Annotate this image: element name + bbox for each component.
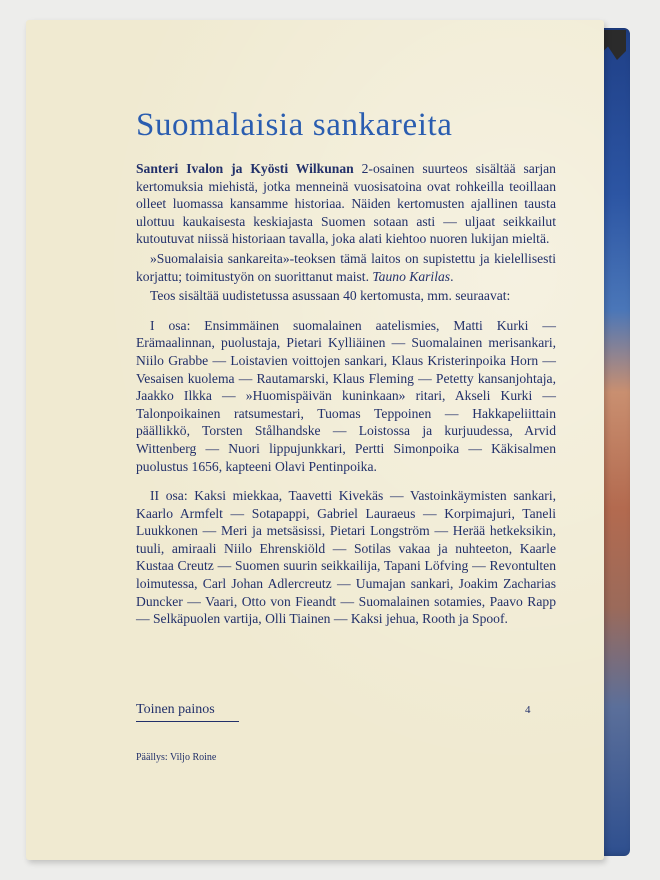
- part-one: [136, 317, 556, 475]
- contents-intro: Teos sisältää uudistetussa asussaan 40 kertomusta, mm. seuraavat:: [150, 288, 511, 304]
- edition-note-text: »Suomalaisia sankareita»-teoksen tämä laitos on supistettu ja kielellisesti korjattu; toimitustyön on suorittanut maist.: [136, 250, 556, 284]
- part-one-text: Ensimmäinen suomalainen aatelismies, Matti Kurki — Erämaalinnan, puolustaja, Pietari Kylliäinen — Suomalainen merisankari, Niilo Grabbe — Loistavien voittojen sankari, Klaus Kristerinpoika Horn — Vesaisen kuolema — Rautamarski, Klaus Fleming — Petetty kansanjohtaja, Jaakko Ilkka — »Huomispäivän kuninkaan» ritari, Akseli Kurki — Talonpoikainen ratsumestari, Tuomas Teppoinen — Hakkapeliittain päällikkö, Torsten Stålhandske — Loistossa ja kurjuudessa, Arvid Wittenberg — Nuori lippujunkkari, Pertti Simonpoika — Käkisalmen puolustus 1656, kapteeni Olavi Pentinpoika.: [136, 317, 556, 474]
- part-two-text: Kaksi miekkaa, Taavetti Kivekäs — Vastoinkäymisten sankari, Kaarlo Armfelt — Sotapappi, Gabriel Lauraeus — Korpimajuri, Taneli Luukkonen — Meri ja metsäsissi, Pietari Longström — Herää hetkeksikin, tuuli, amiraali Niilo Ehrenskiöld — Sotilas vakaa ja nuhteeton, Kaarle Kustaa Creutz — Suomen suurin seikkailija, Tapani Löfving — Revontulten loimutessa, Carl Johan Adlercreutz — Uumajan sankari, Joakim Zacharias Duncker — Vaari, Otto von Fieandt — Suomalainen sotamies, Paavo Rapp — Selkäpuolen vartija, Olli Tiainen — Kaksi jehua, Rooth ja Spoof.: [136, 488, 556, 627]
- part-two: [136, 487, 556, 628]
- blurb-column: [136, 160, 556, 628]
- edition-note: [136, 250, 556, 285]
- intro-paragraph: [136, 160, 556, 248]
- intro-text: 2-osainen suurteos sisältää sarjan kertomuksia miehistä, jotka menneinä vuosisatoina ovat rohkeilla teoillaan olleet luomassa kansamme historiaa. Näiden kertomusten ajallinen tausta ulottuu kaukaisesta keskiajasta Suomen sotaan asti — uljaat seikkailut kutoutuvat niissä historiaan tavalla, joka alati kiehtoo nuoren lukijan mieltä.: [136, 161, 556, 247]
- spacer: [136, 475, 556, 487]
- page-number: 4: [525, 704, 531, 716]
- contents-list: [136, 317, 556, 628]
- book-title: Suomalaisia sankareita: [136, 107, 453, 143]
- edition-label: [136, 702, 246, 722]
- part-two-label: II osa:: [150, 488, 195, 504]
- editor-name: Tauno Karilas: [372, 268, 451, 284]
- spacer: [136, 305, 556, 317]
- edition-note-end: .: [450, 268, 454, 284]
- authors: Santeri Ivalon ja Kyösti Wilkunan: [136, 161, 354, 176]
- edition-text: Toinen painos: [136, 702, 215, 717]
- edition-underline: [136, 721, 239, 722]
- part-one-label: I osa:: [150, 317, 205, 333]
- cover-credit: Päällys: Viljo Roine: [136, 752, 217, 763]
